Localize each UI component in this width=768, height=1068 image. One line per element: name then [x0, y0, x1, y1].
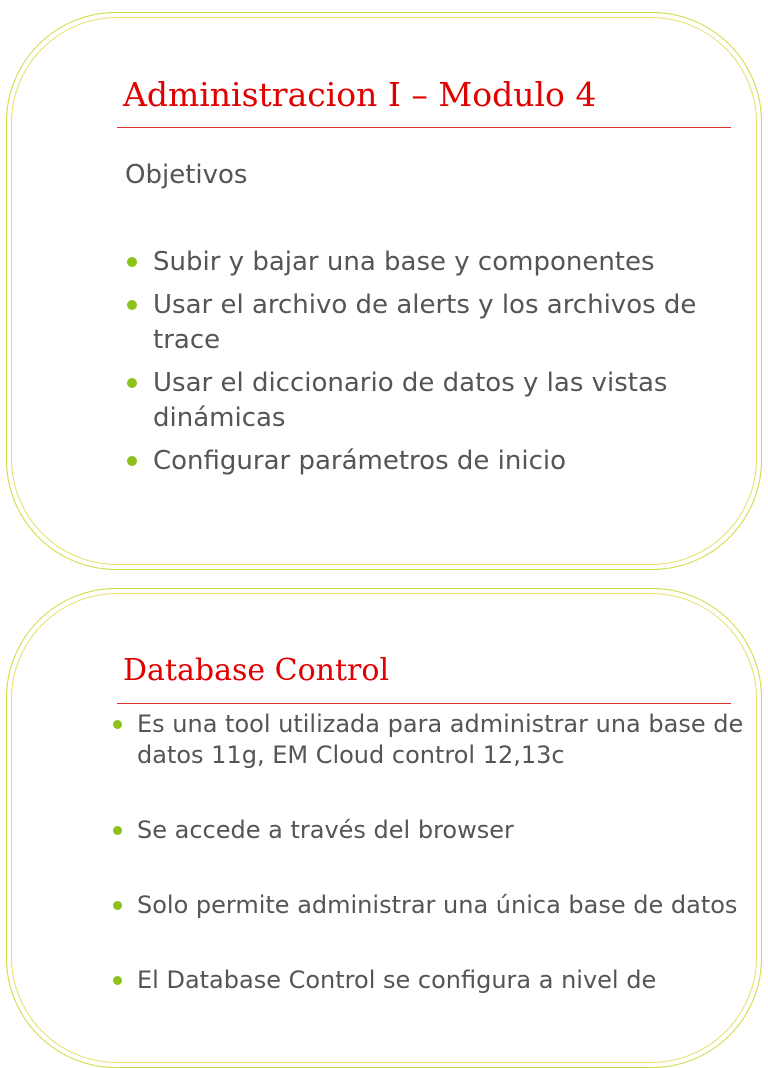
slide-database-control [6, 588, 762, 1068]
bullet-item: Solo permite administrar una única base de datos [137, 890, 747, 921]
bullet-item: Subir y bajar una base y componentes [153, 245, 753, 280]
bullet-item: Usar el diccionario de datos y las vistas dinámicas [153, 366, 753, 436]
slide-title: Database Control [123, 653, 390, 688]
title-underline [117, 127, 731, 128]
bullet-list [153, 245, 753, 487]
slide-objetivos [6, 12, 762, 570]
bullet-item: Configurar parámetros de inicio [153, 444, 753, 479]
slide-subtitle: Objetivos [125, 160, 248, 190]
title-underline [117, 703, 731, 704]
bullet-item: Usar el archivo de alerts y los archivos de trace [153, 288, 753, 358]
bullet-item: Se accede a través del browser [137, 815, 747, 846]
bullet-list [137, 709, 747, 1040]
bullet-item: Es una tool utilizada para administrar una base de datos 11g, EM Cloud control 12,13c [137, 709, 747, 771]
bullet-item: El Database Control se configura a nivel de [137, 965, 747, 996]
slide-title: Administracion I – Modulo 4 [123, 75, 597, 114]
